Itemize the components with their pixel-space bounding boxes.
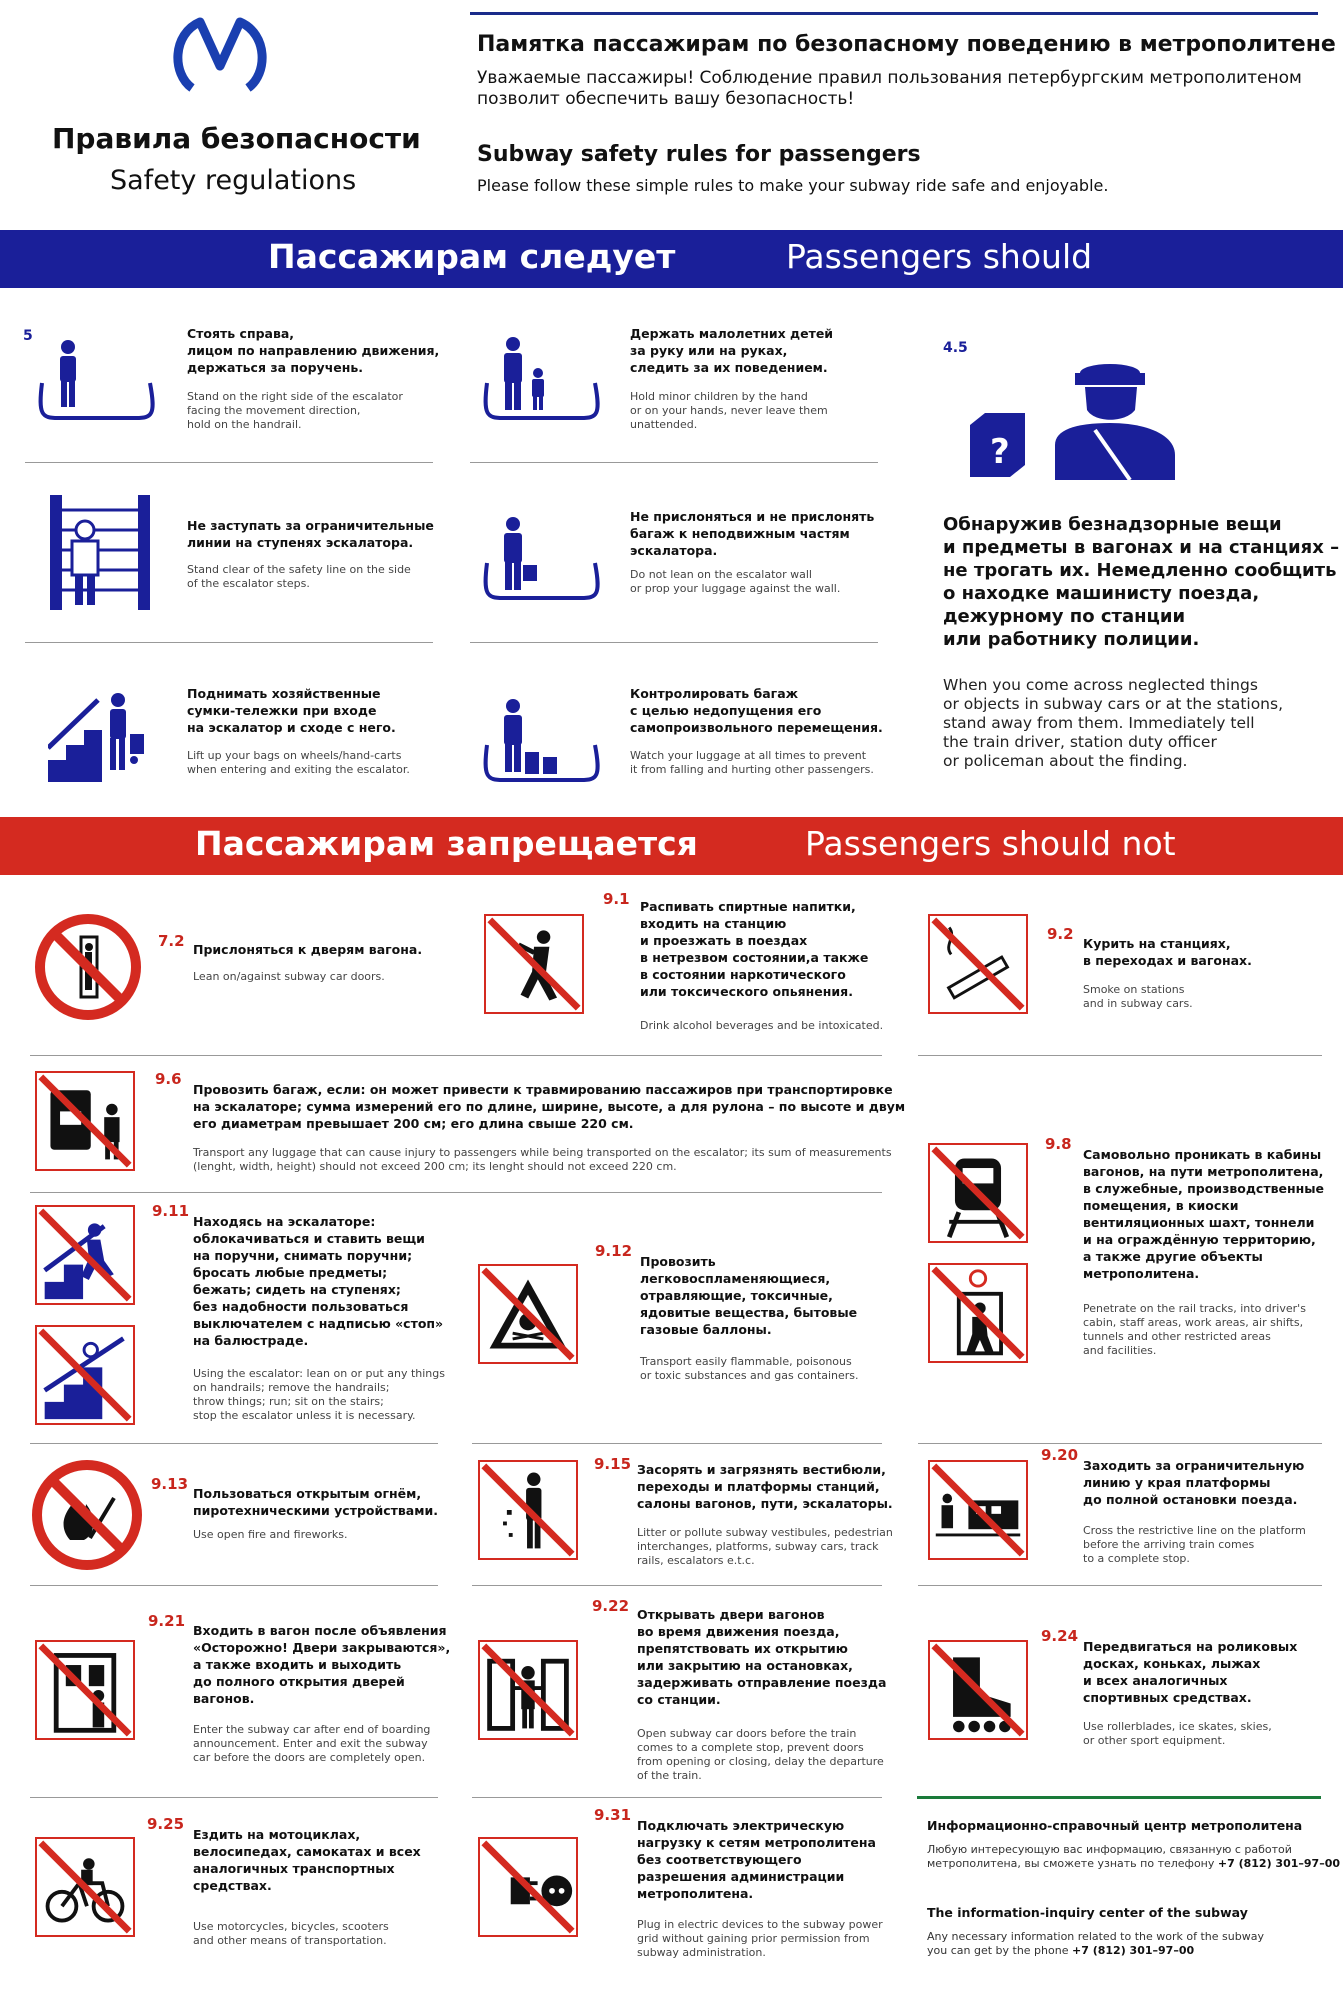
- info-text-en: [927, 1930, 1264, 1958]
- should-text-ru: Поднимать хозяйственные сумки-тележки при входе на эскалатор и сходе с него.: [187, 686, 396, 735]
- no-electric-plugs-icon: [478, 1837, 578, 1937]
- prohibit-text-ru: Заходить за ограничительную линию у края платформы до полной остановки поезда.: [1083, 1458, 1305, 1507]
- rule-number: 9.13: [151, 1475, 189, 1493]
- metro-logo: [170, 14, 270, 94]
- prohibit-text-en: Use rollerblades, ice skates, skies, or other sport equipment.: [1083, 1720, 1272, 1747]
- memo-text: Уважаемые пассажиры! Соблюдение правил пользования петербургским метрополитеном позволит обеспечить вашу безопасность!: [477, 68, 1302, 109]
- prohibit-text-ru: Засорять и загрязнять вестибюли, переходы и платформы станций, салоны вагонов, пути, эскалаторы.: [637, 1462, 893, 1511]
- prohibit-text-en: Enter the subway car after end of boarding announcement. Enter and exit the subway car before the doors are completely open.: [193, 1723, 431, 1764]
- prohibit-text-en: Open subway car doors before the train comes to a complete stop, prevent doors from opening or closing, delay the departure of the train.: [637, 1727, 884, 1782]
- subway-text-en: Please follow these simple rules to make your subway ride safe and enjoyable.: [477, 176, 1109, 195]
- should-band: [0, 230, 1343, 288]
- prohibit-text-en: Smoke on stations and in subway cars.: [1083, 983, 1193, 1010]
- rule-number: 9.2: [1047, 925, 1074, 943]
- svg-text:?: ?: [990, 432, 1010, 472]
- no-smoking-icon: [928, 914, 1028, 1014]
- should-text-ru: Не заступать за ограничительные линии на ступенях эскалатора.: [187, 518, 434, 550]
- prohibit-text-ru: Передвигаться на роликовых досках, коньках, лыжах и всех аналогичных спортивных средствах.: [1083, 1639, 1298, 1705]
- divider: [918, 1055, 1322, 1056]
- prohibit-text-ru: Самовольно проникать в кабины вагонов, на пути метрополитена, в служебные, производственные помещения, в киоски вентиляционных шахт, тоннели и на ограждённую территорию, а также другие объекты метрополитена.: [1083, 1147, 1325, 1281]
- no-holding-doors-icon: [478, 1640, 578, 1740]
- prohibit-text-ru: Распивать спиртные напитки, входить на станцию и проезжать в поездах в нетрезвом состоянии,а также в состоянии наркотического или токсического опьянения.: [640, 899, 869, 999]
- person-luggage-icon: [483, 515, 601, 600]
- prohibit-text-ru: Находясь на эскалаторе: облокачиваться и ставить вещи на поручни, снимать поручни; бросать любые предметы; бежать; сидеть на ступенях; без надобности пользоваться выключателем с надписью «стоп» на балюстраде.: [193, 1214, 444, 1348]
- adult-child-icon: [483, 335, 601, 420]
- divider: [30, 1055, 882, 1056]
- rule-number: 9.22: [592, 1597, 630, 1615]
- no-entering-closing-doors-icon: [35, 1640, 135, 1740]
- no-bicycles-icon: [35, 1837, 135, 1937]
- should-text-en: Watch your luggage at all times to prevent it from falling and hurting other passengers.: [630, 749, 874, 776]
- rule-number: 9.31: [594, 1806, 632, 1824]
- divider: [472, 1797, 882, 1798]
- no-littering-icon: [478, 1460, 578, 1560]
- should-text-ru: Держать малолетних детей за руку или на руках, следить за их поведением.: [630, 326, 834, 375]
- divider: [918, 1585, 1322, 1586]
- rule-number: 9.24: [1041, 1627, 1079, 1645]
- prohibit-text-en: Transport easily flammable, poisonous or toxic substances and gas containers.: [640, 1355, 859, 1382]
- should-not-band-ru: Пассажирам запрещается: [195, 824, 698, 863]
- subway-title-en: Subway safety rules for passengers: [477, 142, 921, 167]
- rule-number: 9.6: [155, 1070, 182, 1088]
- prohibit-text-en: Transport any luggage that can cause injury to passengers while being transported on the escalator; its sum of measurements (lenght, width, height) should not exceed 200 cm; its lenght should not exceed 220 cm.: [193, 1146, 892, 1173]
- title-ru: Правила безопасности: [52, 122, 421, 155]
- should-text-ru: Контролировать багаж с целью недопущения его самопроизвольного перемещения.: [630, 686, 883, 735]
- prohibit-text-en: Penetrate on the rail tracks, into driver's cabin, staff areas, work areas, air shifts, tunnels and other restricted areas and facilities.: [1083, 1302, 1306, 1357]
- rule-number: 4.5: [943, 340, 968, 356]
- rule-number: 9.8: [1045, 1135, 1072, 1153]
- should-text-ru: Не прислоняться и не прислонять багаж к неподвижным частям эскалатора.: [630, 509, 875, 558]
- divider: [470, 642, 878, 643]
- rule-number: 9.20: [1041, 1446, 1079, 1464]
- unattended-text-en: When you come across neglected things or objects in subway cars or at the stations, stand away from them. Immediately tell the train driver, station duty officer or policeman about the finding.: [943, 676, 1284, 770]
- rule-number: 9.21: [148, 1612, 186, 1630]
- should-text-en: Stand on the right side of the escalator facing the movement direction, hold on the handrail.: [187, 390, 403, 431]
- info-title-ru: Информационно-справочный центр метрополитена: [927, 1818, 1303, 1833]
- no-alcohol-icon: [484, 914, 584, 1014]
- info-text-en-body: Any necessary information related to the work of the subway you can get by the phone: [927, 1930, 1264, 1957]
- prohibit-text-ru: Курить на станциях, в переходах и вагонах.: [1083, 936, 1252, 968]
- should-not-band-en: Passengers should not: [805, 824, 1176, 863]
- info-phone[interactable]: +7 (812) 301–97–00: [1217, 1857, 1341, 1870]
- cart-stairs-icon: [48, 690, 148, 782]
- no-entry-tracks-icon: [928, 1143, 1028, 1243]
- header-divider: [470, 12, 1318, 15]
- no-hazardous-substances-icon: [478, 1264, 578, 1364]
- rule-number: 5: [23, 328, 33, 344]
- prohibit-text-ru: Открывать двери вагонов во время движения поезда, препятствовать их открытию или закрытию на остановках, задерживать отправление поезда со станции.: [637, 1607, 887, 1707]
- divider: [30, 1797, 438, 1798]
- prohibit-text-en: Drink alcohol beverages and be intoxicated.: [640, 1019, 884, 1032]
- should-band-en: Passengers should: [786, 237, 1093, 276]
- should-text-ru: Стоять справа, лицом по направлению движения, держаться за поручень.: [187, 326, 440, 375]
- prohibit-text-en: Plug in electric devices to the subway power grid without gaining prior permission from subway administration.: [637, 1918, 883, 1959]
- divider: [472, 1443, 882, 1444]
- no-open-fire-icon: [30, 1458, 145, 1573]
- prohibit-text-en: Litter or pollute subway vestibules, pedestrian interchanges, platforms, subway cars, track rails, escalators e.t.c.: [637, 1526, 893, 1567]
- prohibit-text-ru: Входить в вагон после объявления «Осторожно! Двери закрываются», а также входить и выходить до полного открытия дверей вагонов.: [193, 1623, 451, 1706]
- memo-title: Памятка пассажирам по безопасному поведению в метрополитене: [477, 32, 1336, 57]
- divider: [30, 1585, 438, 1586]
- divider: [470, 462, 878, 463]
- info-divider: [917, 1796, 1321, 1799]
- prohibit-text-ru: Прислоняться к дверям вагона.: [193, 942, 423, 957]
- no-running-escalator-icon: [35, 1205, 135, 1305]
- rule-number: 9.1: [603, 890, 630, 908]
- divider: [25, 462, 433, 463]
- divider: [30, 1443, 438, 1444]
- prohibit-text-en: Using the escalator: lean on or put any things on handrails; remove the handrails; throw things; run; sit on the stairs; stop the escalator unless it is necessary.: [193, 1367, 445, 1422]
- info-text-ru-body: Любую интересующую вас информацию, связанную с работой метрополитена, вы сможете узнать по телефону: [927, 1843, 1292, 1870]
- info-phone-en[interactable]: +7 (812) 301–97–00: [1072, 1944, 1195, 1957]
- divider: [472, 1585, 882, 1586]
- should-not-band: [0, 817, 1343, 875]
- no-platform-edge-icon: [928, 1460, 1028, 1560]
- rule-number: 9.25: [147, 1815, 185, 1833]
- prohibit-text-en: Lean on/against subway car doors.: [193, 970, 385, 983]
- info-text-ru: [927, 1843, 1340, 1871]
- luggage-watch-icon: [483, 697, 601, 782]
- divider: [918, 1443, 1322, 1444]
- no-large-luggage-icon: [35, 1071, 135, 1171]
- rule-number: 9.11: [152, 1202, 190, 1220]
- prohibit-text-ru: Пользоваться открытым огнём, пиротехническими устройствами.: [193, 1486, 438, 1518]
- title-en: Safety regulations: [110, 165, 357, 196]
- prohibit-text-ru: Подключать электрическую нагрузку к сетям метрополитена без соответствующего разрешения администрации метрополитена.: [637, 1818, 876, 1901]
- rule-number: 7.2: [158, 932, 185, 950]
- should-text-en: Hold minor children by the hand or on your hands, never leave them unattended.: [630, 390, 828, 431]
- prohibit-text-ru: Провозить легковоспламеняющиеся, отравляющие, токсичные, ядовитые вещества, бытовые газовые баллоны.: [640, 1254, 858, 1337]
- prohibit-text-en: Use motorcycles, bicycles, scooters and other means of transportation.: [193, 1920, 389, 1947]
- should-band-ru: Пассажирам следует: [268, 237, 676, 276]
- should-text-en: Do not lean on the escalator wall or prop your luggage against the wall.: [630, 568, 841, 595]
- divider: [25, 642, 433, 643]
- no-staff-door-icon: [928, 1263, 1028, 1363]
- no-rollerblades-icon: [928, 1640, 1028, 1740]
- prohibit-text-ru: Ездить на мотоциклах, велосипедах, самокатах и всех аналогичных транспортных средствах.: [193, 1827, 421, 1893]
- rule-number: 9.12: [595, 1242, 633, 1260]
- info-title-en: The information-inquiry center of the subway: [927, 1905, 1248, 1920]
- should-text-en: Stand clear of the safety line on the side of the escalator steps.: [187, 563, 411, 590]
- rule-number: 9.15: [594, 1455, 632, 1473]
- prohibit-text-ru: Провозить багаж, если: он может привести к травмированию пассажиров при транспортировке на эскалаторе; сумма измерений его по длине, ширине, высоте, а для рулона – по высоте и двум его диаметрам превышает 200 см; его длина свыше 220 см.: [193, 1082, 906, 1131]
- escalator-standing-icon: [38, 335, 156, 420]
- police-box-icon: [965, 355, 1175, 480]
- divider: [30, 1192, 882, 1193]
- unattended-text-ru: Обнаружив безнадзорные вещи и предметы в вагонах и на станциях – не трогать их. Немедленно сообщить о находке машинисту поезда, дежурному по станции или работнику полиции.: [943, 514, 1340, 650]
- no-sitting-escalator-icon: [35, 1325, 135, 1425]
- prohibit-text-en: Cross the restrictive line on the platform before the arriving train comes to a complete stop.: [1083, 1524, 1306, 1565]
- should-text-en: Lift up your bags on wheels/hand-carts when entering and exiting the escalator.: [187, 749, 410, 776]
- prohibit-text-en: Use open fire and fireworks.: [193, 1528, 348, 1541]
- escalator-steps-icon: [50, 495, 150, 610]
- no-leaning-doors-icon: [33, 912, 143, 1022]
